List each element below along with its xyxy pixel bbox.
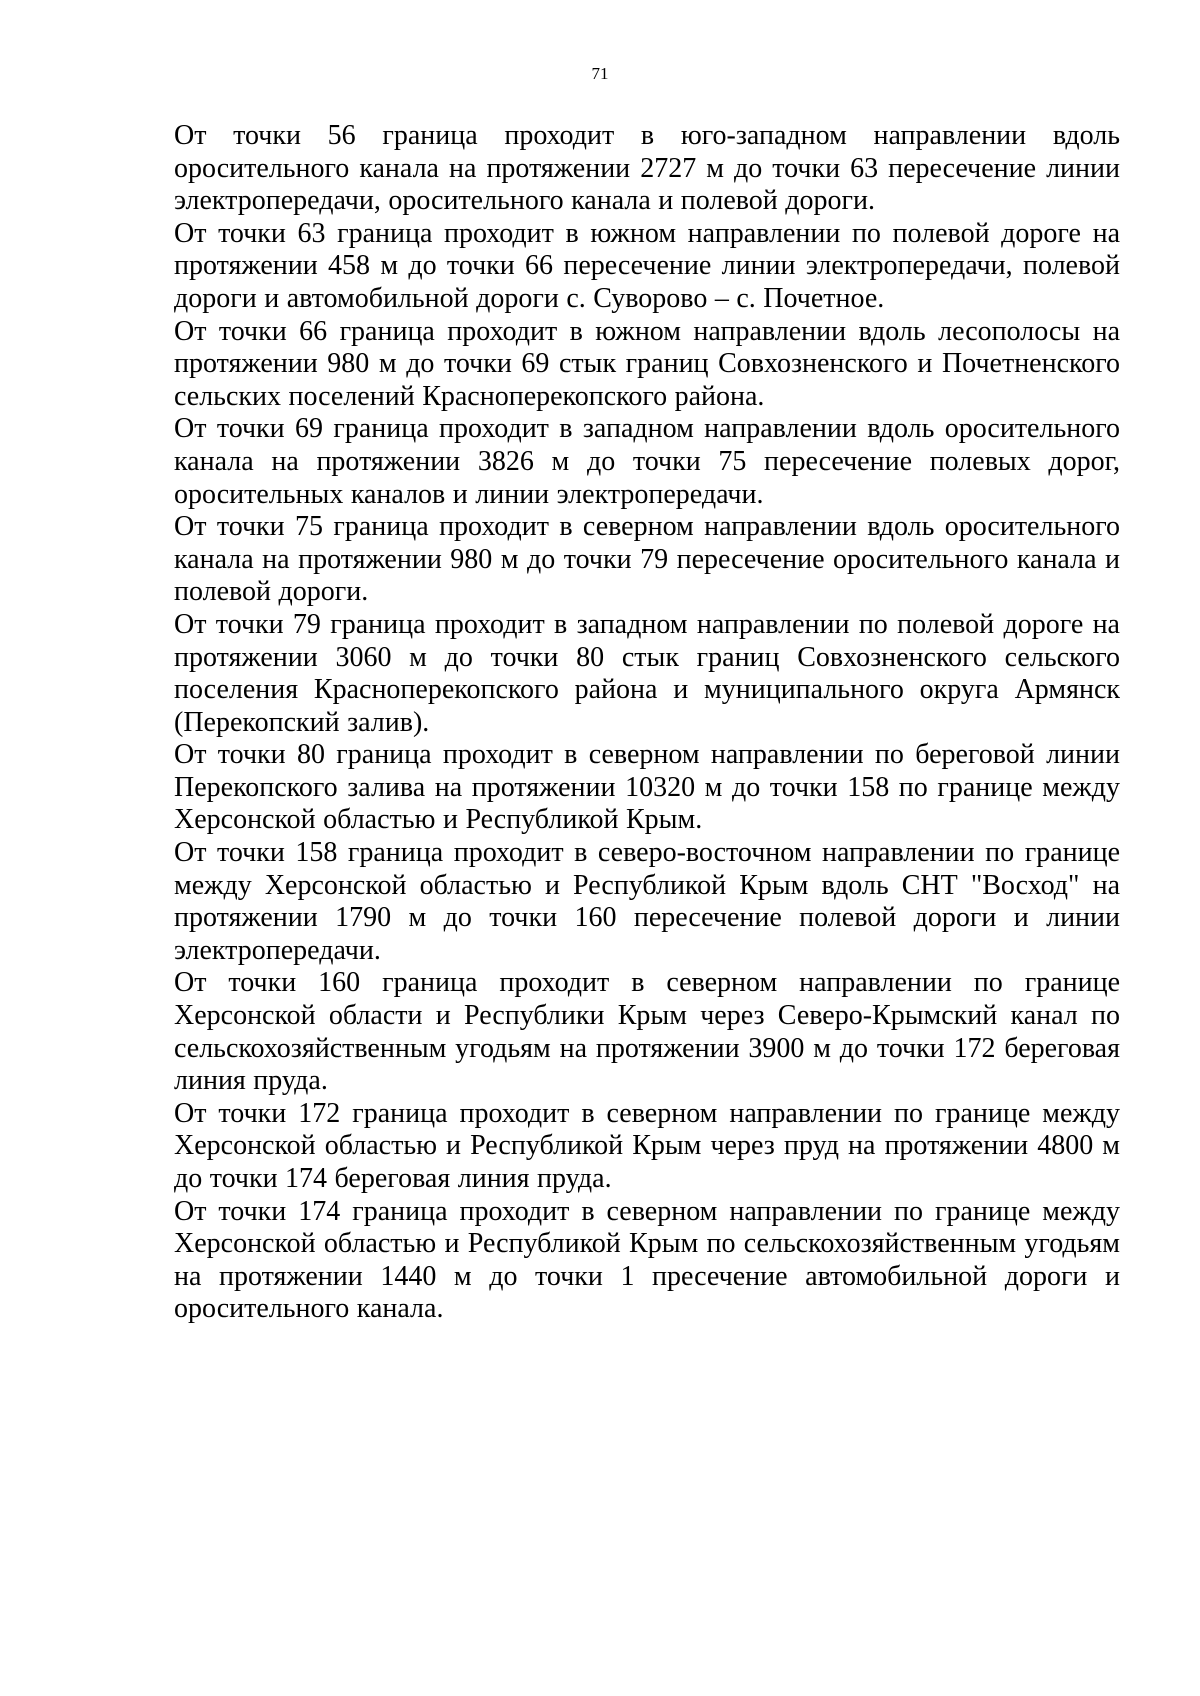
paragraph-point-80: От точки 80 граница проходит в северном направлении по береговой линии Перекопского залива на протяжении 10320 м до точки 158 по границе между Херсонской областью и Республикой Крым. — [174, 739, 1120, 836]
paragraph-point-56: От точки 56 граница проходит в юго-западном направлении вдоль оросительного канала на протяжении 2727 м до точки 63 пересечение линии электропередачи, оросительного канала и полевой дороги. — [174, 120, 1120, 217]
paragraph-point-79: От точки 79 граница проходит в западном направлении по полевой дороге на протяжении 3060 м до точки 80 стык границ Совхозненского сельского поселения Красноперекопского района и муниципального округа Армянск (Перекопский залив). — [174, 608, 1120, 738]
page-number: 71 — [591, 64, 609, 83]
document-body — [174, 120, 1120, 1326]
paragraph-point-174: От точки 174 граница проходит в северном направлении по границе между Херсонской областью и Республикой Крым по сельскохозяйственным угодьям на протяжении 1440 м до точки 1 пресечение автомобильной дороги и оросительного канала. — [174, 1195, 1120, 1325]
paragraph-point-69: От точки 69 граница проходит в западном направлении вдоль оросительного канала на протяжении 3826 м до точки 75 пересечение полевых дорог, оросительных каналов и линии электропередачи. — [174, 413, 1120, 510]
paragraph-point-158: От точки 158 граница проходит в северо-восточном направлении по границе между Херсонской областью и Республикой Крым вдоль СНТ "Восход" на протяжении 1790 м до точки 160 пересечение полевой дороги и линии электропередачи. — [174, 837, 1120, 966]
paragraph-point-160: От точки 160 граница проходит в северном направлении по границе Херсонской области и Республики Крым через Северо-Крымский канал по сельскохозяйственным угодьям на протяжении 3900 м до точки 172 береговая линия пруда. — [174, 967, 1120, 1097]
paragraph-point-66: От точки 66 граница проходит в южном направлении вдоль лесополосы на протяжении 980 м до точки 69 стык границ Совхозненского и Почетненского сельских поселений Красноперекопского района. — [174, 315, 1120, 412]
paragraph-point-63: От точки 63 граница проходит в южном направлении по полевой дороге на протяжении 458 м до точки 66 пересечение линии электропередачи, полевой дороги и автомобильной дороги с. Суворово – с. Почетное. — [174, 217, 1120, 314]
paragraph-point-172: От точки 172 граница проходит в северном направлении по границе между Херсонской областью и Республикой Крым через пруд на протяжении 4800 м до точки 174 береговая линия пруда. — [174, 1097, 1120, 1194]
paragraph-point-75: От точки 75 граница проходит в северном направлении вдоль оросительного канала на протяжении 980 м до точки 79 пересечение оросительного канала и полевой дороги. — [174, 511, 1120, 608]
